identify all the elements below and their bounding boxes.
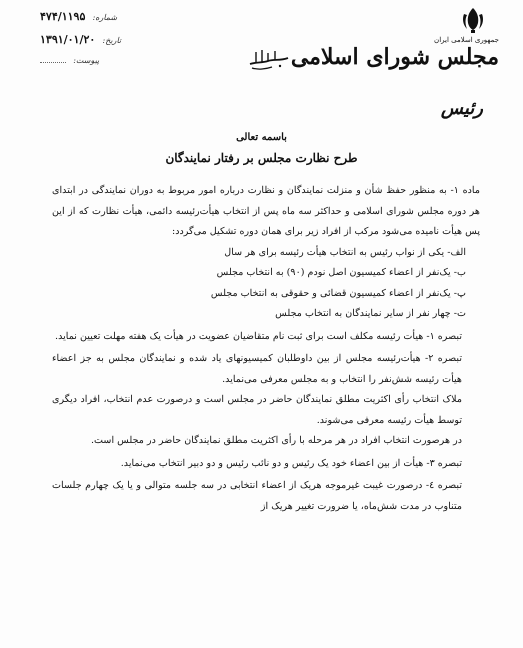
date-value: ۱۳۹۱/۰۱/۲۰ — [40, 33, 96, 46]
iran-emblem-icon — [458, 6, 488, 34]
document-body — [52, 181, 480, 517]
number-label: شماره: — [92, 13, 118, 22]
clause-te: ت- چهار نفر از سایر نمایندگان به انتخاب مجلس — [275, 308, 466, 319]
date-label: تاریخ: — [102, 36, 122, 45]
letter-attachment — [40, 55, 99, 66]
article-1: ماده ۱- به منظور حفظ شأن و منزلت نمایندگان و نظارت درباره امور مربوط به دوران نمایندگی در ابتدای هر دوره مجلس شورای اسلامی و حداکثر سه ماه پس از انتخاب هیأت‌رئیسه دائمی، هیأت نظارت که از این پس هیأت نامیده می‌شود مرکب از افراد زیر برای همان دوره تشکیل می‌گردد: — [52, 185, 480, 237]
org-line-small: جمهوری اسلامی ایران — [434, 36, 499, 44]
note-1: تبصره ۱- هیأت رئیسه مکلف است برای ثبت نام متقاضیان عضویت در هیأت یک هفته مهلت تعیین نماید. — [55, 330, 462, 342]
letter-number — [40, 10, 117, 23]
org-role: رئیس — [440, 98, 483, 119]
clause-pe: پ- یک‌نفر از اعضاء کمیسیون قضائی و حقوقی به انتخاب مجلس — [210, 287, 466, 299]
note-2-criteria: ملاک انتخاب رأی اکثریت مطلق نمایندگان حاضر در مجلس است و درصورت عدم انتخاب، افراد دیگری توسط هیأت رئیسه معرفی می‌شوند. — [52, 394, 462, 426]
note-2: تبصره ۲- هیأت‌رئیسه مجلس از بین داوطلبان کمیسیونهای یاد شده و نمایندگان مجلس به جز اعضاء هیأت رئیسه شش‌نفر را انتخاب و به مجلس معرفی می‌نماید. — [52, 353, 462, 385]
clause-be: ب- یک‌نفر از اعضاء کمیسیون اصل نودم (۹۰) به انتخاب مجلس — [216, 267, 466, 278]
attachment-label: پیوست: — [73, 56, 100, 65]
letter-date — [40, 33, 121, 46]
document-heading: باسمه تعالی — [236, 132, 287, 143]
number-value: ۴۷۴/۱۱۹۵ — [40, 10, 86, 23]
basmala-calligraphy-icon — [248, 46, 290, 72]
org-name: مجلس شورای اسلامی — [290, 44, 499, 70]
clause-alef: الف- یکی از نواب رئیس به انتخاب هیأت رئیسه برای هر سال — [224, 246, 466, 258]
note-3: تبصره ۳- هیأت از بین اعضاء خود یک رئیس و دو نائب رئیس و دو دبیر انتخاب می‌نماید. — [120, 457, 462, 469]
document-title: طرح نظارت مجلس بر رفتار نمایندگان — [165, 151, 358, 165]
note-4: تبصره ٤- درصورت غیبت غیرموجه هریک از اعضاء انتخابی در سه جلسه متوالی و یا یک چهارم جلسات متناوب در مدت شش‌ماه، یا ضرورت تغییر هریک از — [52, 480, 462, 512]
note-2-final: در هرصورت انتخاب افراد در هر مرحله با رأی اکثریت مطلق نمایندگان حاضر در مجلس است. — [90, 435, 462, 446]
